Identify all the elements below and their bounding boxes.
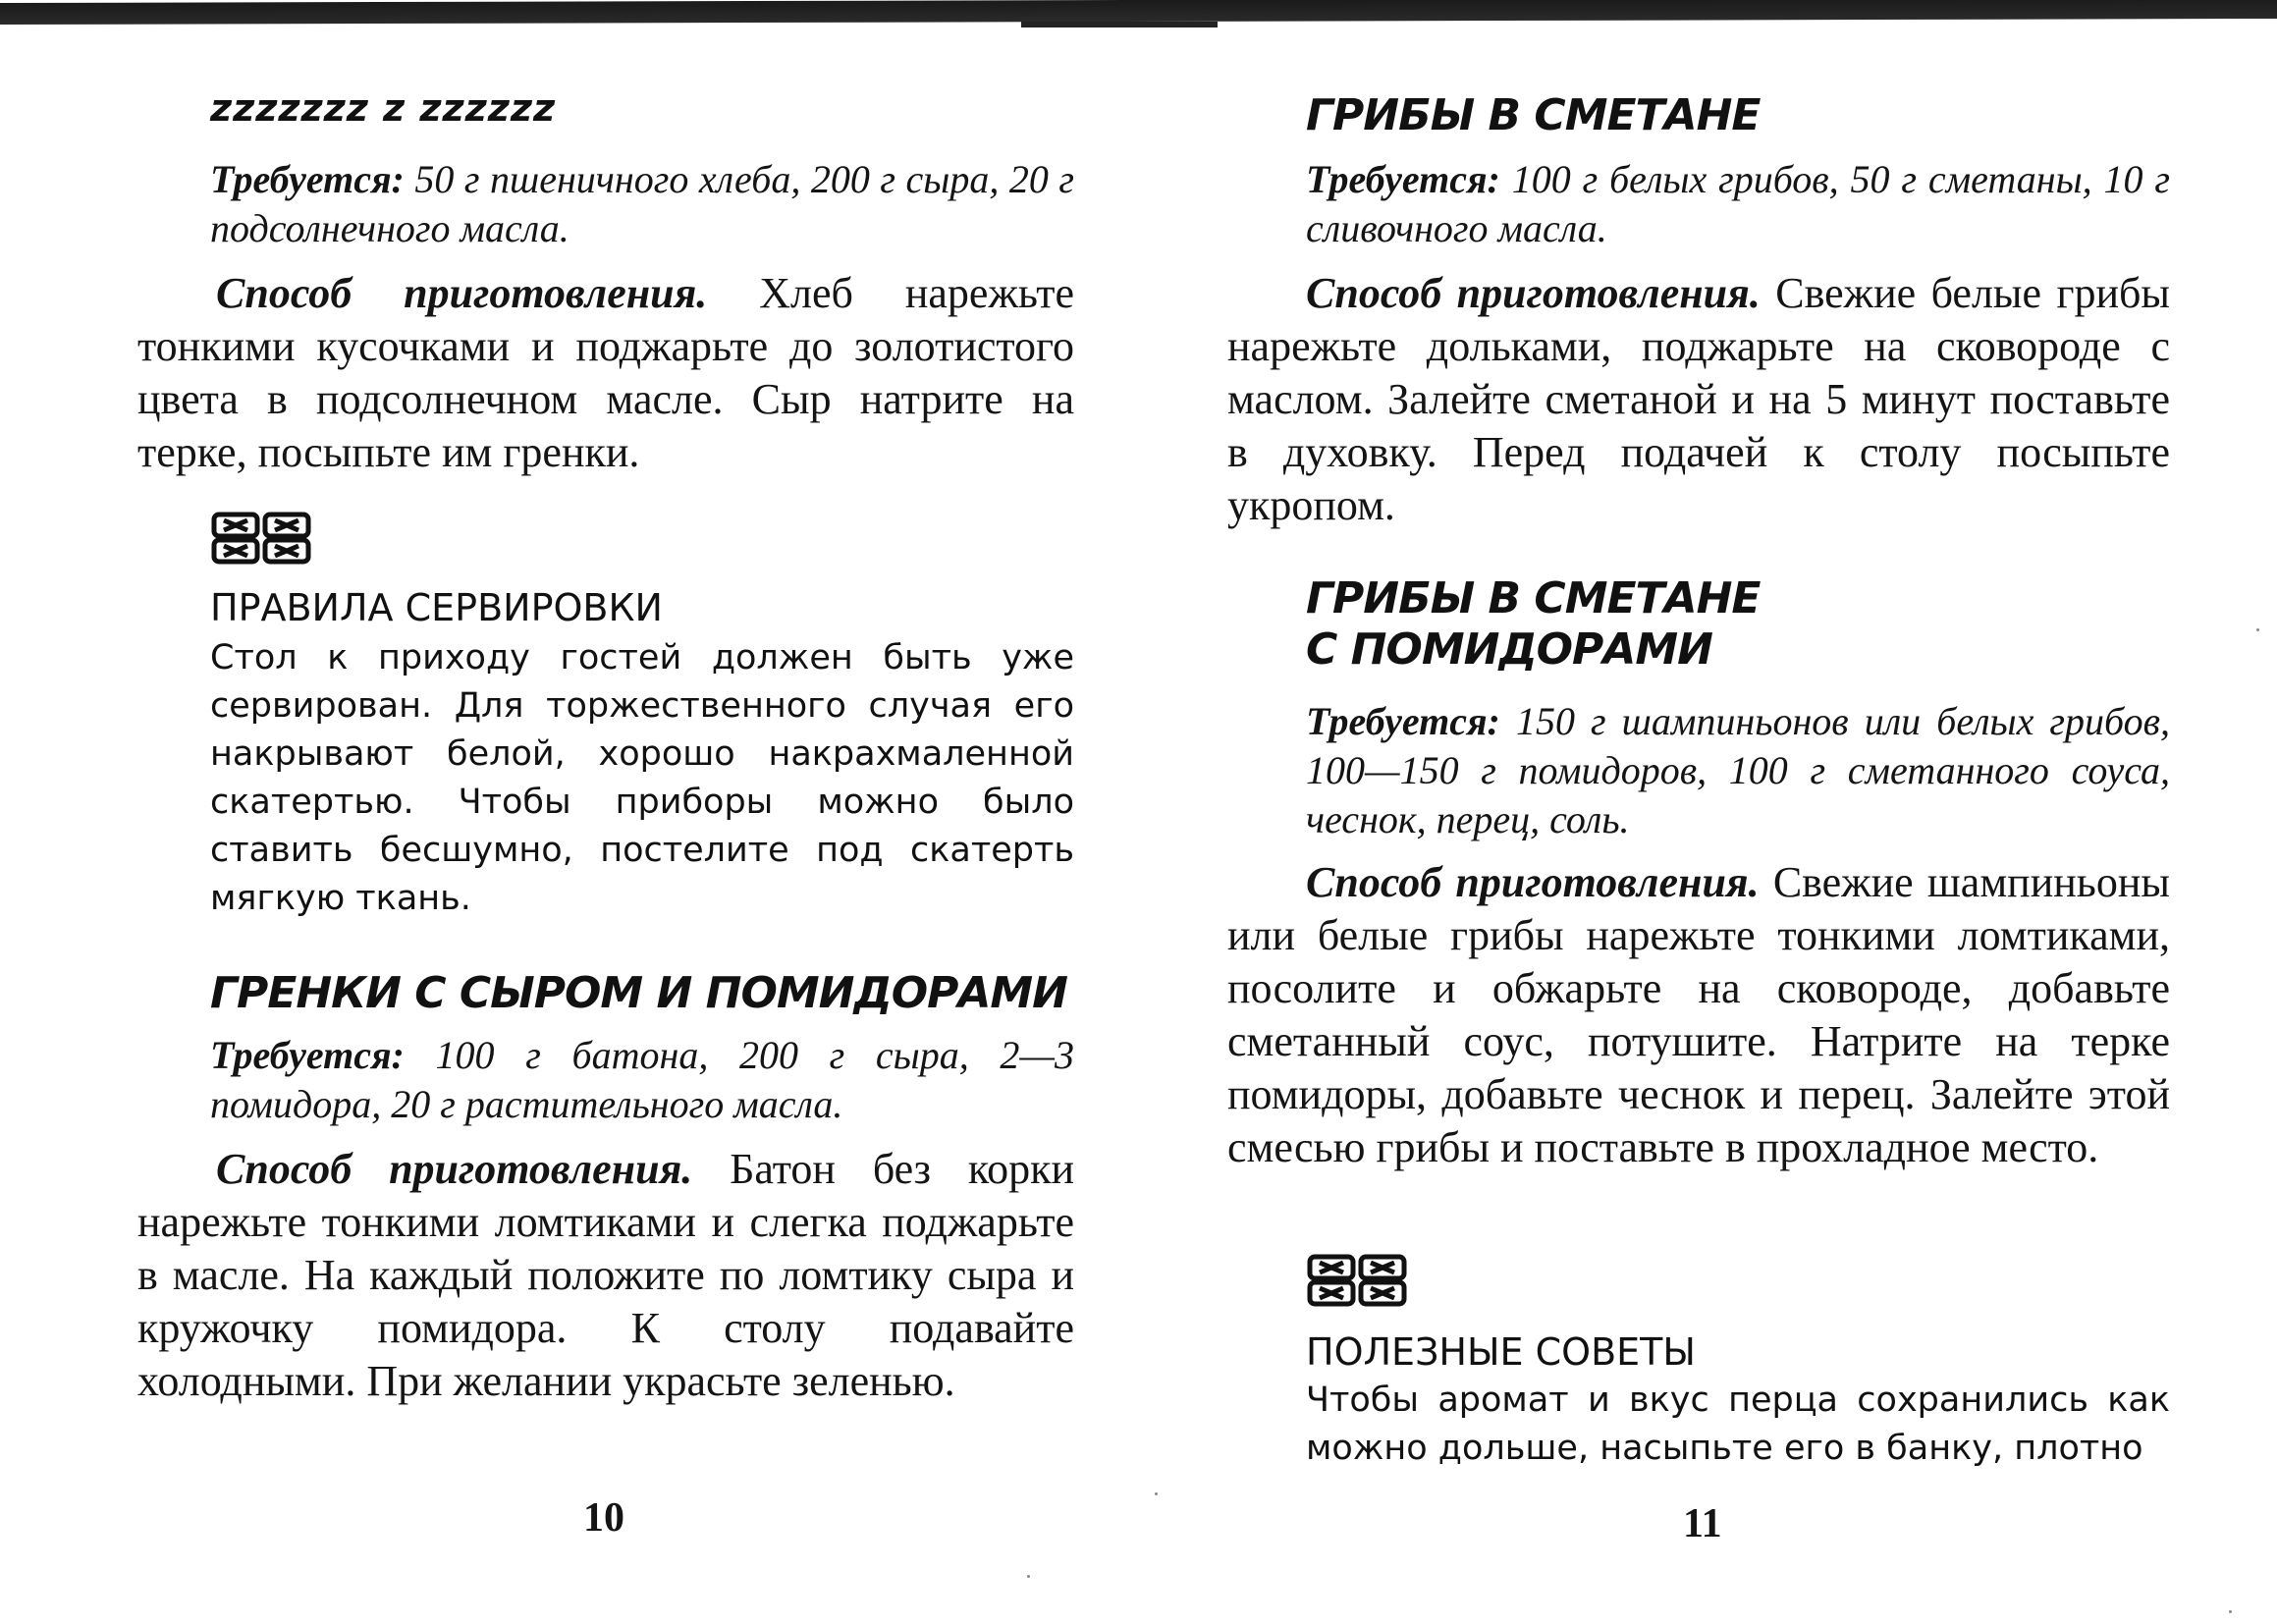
recipe2-requirements xyxy=(1306,697,2170,844)
method-label: Способ приготовления. xyxy=(216,269,708,317)
recipe2-title-line2: С ПОМИДОРАМИ xyxy=(1306,624,1712,675)
requirements-label: Требуется: xyxy=(1306,157,1500,201)
requirements-text: 100 г батона, 200 г сыра, 2—3 помидора, 20 г растительного масла. xyxy=(210,1033,1074,1126)
recipe1-requirements xyxy=(1306,155,2170,253)
recipe-title-garbled: ᴢᴢᴢᴢᴢᴢᴢ ᴢ ᴢᴢᴢᴢᴢᴢ xyxy=(210,86,557,130)
requirements-text: 150 г шампиньонов или белых грибов, 100—150 г помидоров, 100 г сметанного соуса, чеснок, перец, соль. xyxy=(1306,699,2170,841)
method-label: Способ приготовления. xyxy=(1306,858,1760,906)
recipe1-requirements xyxy=(210,155,1074,253)
scan-speck xyxy=(2229,1610,2232,1613)
recipe2-title xyxy=(1306,573,1761,676)
method-text: Свежие белые грибы нарежьте дольками, поджарьте на сковороде с маслом. Залейте сметаной и на 5 минут поставьте в духовку. Перед подачей к столу посыпьте укропом. xyxy=(1227,269,2170,529)
requirements-text: 100 г белых грибов, 50 г сметаны, 10 г сливочного масла. xyxy=(1306,157,2170,250)
scan-speck xyxy=(2256,628,2259,631)
scan-speck xyxy=(1155,1492,1158,1495)
useful-tips-title: ПОЛЕЗНЫЕ СОВЕТЫ xyxy=(1306,1330,1696,1374)
knot-ornament-icon xyxy=(1306,1253,1408,1308)
method-text: Хлеб нарежьте тонкими кусочками и поджарьте до золотистого цвета в подсолнечном масле. Сыр натрите на терке, посыпьте им гренки. xyxy=(137,269,1074,476)
recipe1-method xyxy=(137,267,1074,479)
recipe1-method xyxy=(1227,267,2170,532)
recipe2-method xyxy=(137,1143,1074,1408)
page-number: 10 xyxy=(583,1495,624,1541)
recipe2-method xyxy=(1227,856,2170,1174)
recipe2-title-line1: ГРИБЫ В СМЕТАНЕ xyxy=(1306,573,1761,623)
requirements-text: 50 г пшеничного хлеба, 200 г сыра, 20 г подсолнечного масла. xyxy=(210,157,1074,250)
scan-top-edge-notch xyxy=(1021,22,1218,27)
useful-tips-text: Чтобы аромат и вкус перца сохранились как можно дольше, насыпьте его в банку, плотно xyxy=(1306,1380,2170,1468)
method-label: Способ приготовления. xyxy=(1306,269,1761,317)
method-label: Способ приготовления. xyxy=(216,1145,693,1193)
requirements-label: Требуется: xyxy=(210,1033,405,1077)
recipe2-requirements xyxy=(210,1031,1074,1129)
method-text: Батон без корки нарежьте тонкими ломтиками и слегка поджарьте в масле. На каждый положите по ломтику сыра и кружочку помидора. К столу подавайте холодными. При желании украсьте зеленью. xyxy=(137,1145,1074,1405)
knot-ornament-icon xyxy=(210,511,312,566)
page-number: 11 xyxy=(1683,1501,1722,1546)
recipe1-title: ГРИБЫ В СМЕТАНЕ xyxy=(1306,90,1761,140)
requirements-label: Требуется: xyxy=(210,157,405,201)
serving-rules-text: Стол к приходу гостей должен быть уже сервирован. Для торжественного случая его накрывают белой, хорошо накрахмаленной скатертью. Чтобы приборы можно было ставить бесшумно, постелите под скатерть мягкую ткань. xyxy=(210,638,1074,918)
scan-speck xyxy=(1027,1575,1030,1578)
serving-rules-title: ПРАВИЛА СЕРВИРОВКИ xyxy=(210,586,663,629)
method-text: Свежие шампиньоны или белые грибы нарежьте тонкими ломтиками, посолите и обжарьте на сковороде, добавьте сметанный соус, потушите. Натрите на терке помидоры, добавьте чеснок и перец. Залейте этой смесью грибы и поставьте в прохладное место. xyxy=(1227,858,2170,1171)
recipe2-title: ГРЕНКИ С СЫРОМ И ПОМИДОРАМИ xyxy=(210,968,1068,1018)
requirements-label: Требуется: xyxy=(1306,699,1500,743)
